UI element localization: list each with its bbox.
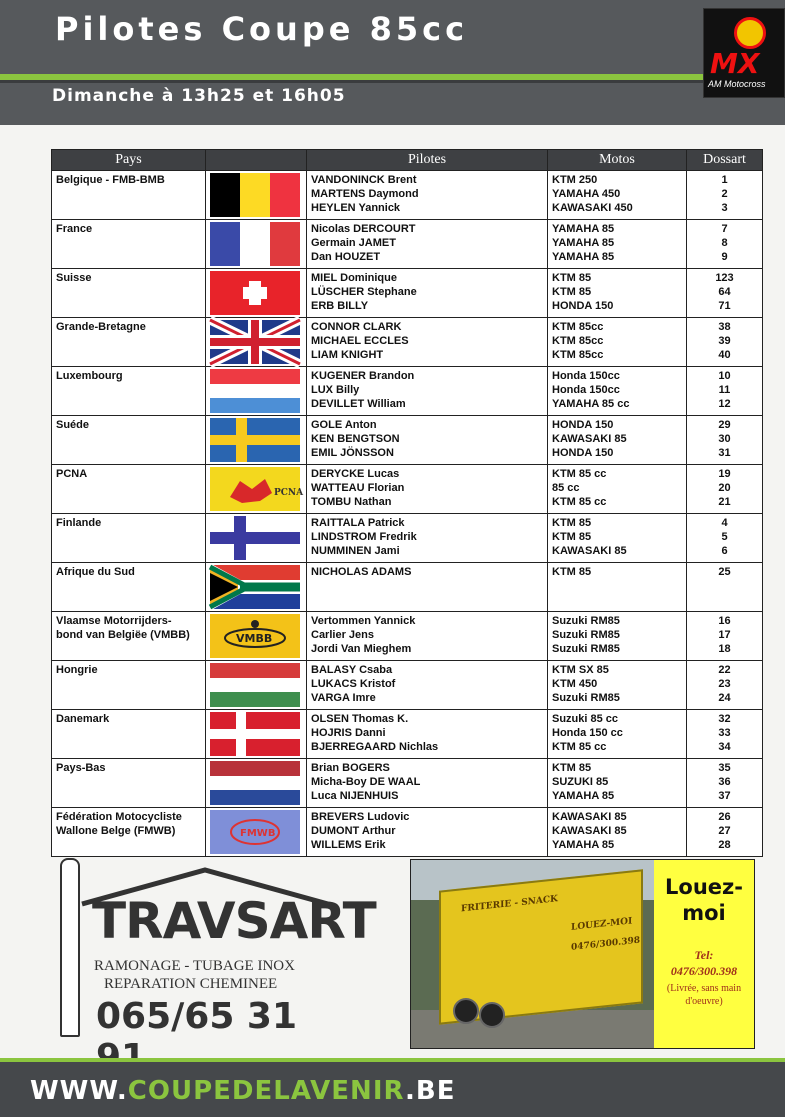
dossart-cell bbox=[687, 563, 763, 612]
dossart-cell-line: 12 bbox=[718, 398, 731, 410]
moto-cell-line: KAWASAKI 85 bbox=[552, 433, 627, 445]
moto-cell bbox=[548, 367, 687, 416]
dossart-cell bbox=[687, 220, 763, 269]
flag-cell bbox=[206, 759, 307, 808]
flag-cell bbox=[206, 416, 307, 465]
dossart-cell-line: 26 bbox=[718, 811, 731, 823]
dossart-cell-line: 24 bbox=[718, 692, 731, 704]
moto-cell-line: SUZUKI 85 bbox=[552, 776, 609, 788]
header-flag bbox=[206, 150, 307, 171]
dossart-cell-line: 30 bbox=[718, 433, 731, 445]
country-cell bbox=[52, 514, 206, 563]
moto-cell bbox=[548, 416, 687, 465]
flag-cell bbox=[206, 612, 307, 661]
pilot-cell-line: HEYLEN Yannick bbox=[311, 202, 401, 214]
moto-cell-line: KTM 250 bbox=[552, 174, 598, 186]
dossart-cell-line: 5 bbox=[721, 531, 728, 543]
dossart-cell bbox=[687, 710, 763, 759]
country-cell bbox=[52, 367, 206, 416]
flag-cell bbox=[206, 367, 307, 416]
moto-cell-line: YAMAHA 85 bbox=[552, 251, 615, 263]
pilot-cell-line: DEVILLET William bbox=[311, 398, 406, 410]
moto-cell-line: KTM 85 bbox=[552, 286, 592, 298]
country-cell-line: PCNA bbox=[56, 468, 88, 480]
dossart-cell bbox=[687, 171, 763, 220]
pilot-cell-line: Brian BOGERS bbox=[311, 762, 390, 774]
moto-cell bbox=[548, 465, 687, 514]
dossart-cell-line: 7 bbox=[721, 223, 728, 235]
dossart-cell-line: 11 bbox=[718, 384, 731, 396]
country-cell-line: Afrique du Sud bbox=[56, 566, 135, 578]
dossart-cell bbox=[687, 612, 763, 661]
moto-cell-line: KTM 85 bbox=[552, 762, 592, 774]
pilot-cell-line: OLSEN Thomas K. bbox=[311, 713, 409, 725]
pilot-cell-line: Luca NIJENHUIS bbox=[311, 790, 399, 802]
country-cell-line: Luxembourg bbox=[56, 370, 123, 382]
pilot-cell-line: CONNOR CLARK bbox=[311, 321, 402, 333]
travsart-line1: RAMONAGE - TUBAGE INOX bbox=[94, 958, 295, 974]
dossart-cell-line: 27 bbox=[718, 825, 731, 837]
svg-text:VMBB: VMBB bbox=[236, 632, 273, 645]
logo-sub-text: AM Motocross bbox=[708, 79, 766, 89]
south-africa-flag bbox=[210, 565, 300, 609]
pilot-cell-line: VANDONINCK Brent bbox=[311, 174, 417, 186]
page-subtitle: Dimanche à 13h25 et 16h05 bbox=[52, 86, 346, 106]
moto-cell-line: KTM 450 bbox=[552, 678, 598, 690]
moto-cell bbox=[548, 269, 687, 318]
luxembourg-flag bbox=[210, 369, 300, 413]
dossart-cell-line: 3 bbox=[721, 202, 728, 214]
pilot-cell-line: VARGA Imre bbox=[311, 692, 376, 704]
pilot-cell bbox=[307, 612, 548, 661]
country-cell-line: Finlande bbox=[56, 517, 102, 529]
country-cell-line: Vlaamse Motorrijders- bbox=[56, 615, 172, 627]
pilot-cell-line: WILLEMS Erik bbox=[311, 839, 386, 851]
pilot-cell-line: Jordi Van Mieghem bbox=[311, 643, 412, 655]
moto-cell bbox=[548, 220, 687, 269]
url-prefix: WWW. bbox=[30, 1076, 128, 1106]
pilots-table bbox=[51, 149, 763, 857]
sweden-flag bbox=[210, 418, 300, 462]
country-cell-line: Wallone Belge (FMWB) bbox=[56, 825, 176, 837]
dossart-cell-line: 34 bbox=[718, 741, 731, 753]
country-cell-line: Pays-Bas bbox=[56, 762, 106, 774]
header-pays: Pays bbox=[52, 150, 206, 171]
pilot-cell-line: Germain JAMET bbox=[311, 237, 396, 249]
logo-mx-text: MX bbox=[710, 47, 760, 80]
dossart-cell-line: 25 bbox=[718, 566, 731, 578]
table-row bbox=[52, 367, 763, 416]
table-row bbox=[52, 465, 763, 514]
pilot-cell bbox=[307, 171, 548, 220]
dossart-cell-line: 18 bbox=[718, 643, 731, 655]
flag-cell bbox=[206, 710, 307, 759]
pilot-cell-line: WATTEAU Florian bbox=[311, 482, 405, 494]
moto-cell-line: KTM 85cc bbox=[552, 321, 604, 333]
flag-cell bbox=[206, 171, 307, 220]
moto-cell-line: KTM 85 bbox=[552, 531, 592, 543]
pilot-cell-line: Nicolas DERCOURT bbox=[311, 223, 416, 235]
flag-cell bbox=[206, 514, 307, 563]
table-row bbox=[52, 220, 763, 269]
table-header-row bbox=[52, 150, 763, 171]
country-cell bbox=[52, 171, 206, 220]
pilot-cell-line: Vertommen Yannick bbox=[311, 615, 416, 627]
country-cell bbox=[52, 710, 206, 759]
flag-cell bbox=[206, 269, 307, 318]
moto-cell-line: YAMAHA 85 cc bbox=[552, 398, 630, 410]
page-header bbox=[0, 0, 785, 125]
chimney-icon bbox=[60, 858, 80, 1037]
moto-cell-line: YAMAHA 85 bbox=[552, 237, 615, 249]
travsart-phone: 065/65 31 bbox=[96, 996, 298, 1037]
wheel-icon bbox=[453, 998, 479, 1024]
switzerland-flag bbox=[210, 271, 300, 315]
dossart-cell-line: 32 bbox=[718, 713, 731, 725]
dossart-cell bbox=[687, 759, 763, 808]
pilot-cell-line: KUGENER Brandon bbox=[311, 370, 415, 382]
svg-text:PCNA: PCNA bbox=[274, 488, 304, 498]
pilot-cell bbox=[307, 416, 548, 465]
flag-cell bbox=[206, 220, 307, 269]
wheel-icon bbox=[479, 1002, 505, 1028]
dossart-cell bbox=[687, 514, 763, 563]
france-flag bbox=[210, 222, 300, 266]
url-main: COUPEDELAVENIR bbox=[127, 1076, 405, 1106]
dossart-cell-line: 36 bbox=[718, 776, 731, 788]
country-cell-line: Belgique - FMB-BMB bbox=[56, 174, 165, 186]
pilot-cell-line: Carlier Jens bbox=[311, 629, 374, 641]
dossart-cell-line: 6 bbox=[721, 545, 728, 557]
pilot-cell-line: NICHOLAS ADAMS bbox=[311, 566, 412, 578]
moto-cell-line: YAMAHA 85 bbox=[552, 223, 615, 235]
moto-cell-line: KAWASAKI 85 bbox=[552, 825, 627, 837]
dossart-cell-line: 22 bbox=[718, 664, 731, 676]
moto-cell bbox=[548, 514, 687, 563]
pilot-cell-line: GOLE Anton bbox=[311, 419, 377, 431]
louez-heading: Louez-moi bbox=[665, 875, 743, 925]
url-suffix: .BE bbox=[405, 1076, 456, 1106]
dossart-cell-line: 37 bbox=[718, 790, 731, 802]
pilot-cell-line: LINDSTROM Fredrik bbox=[311, 531, 417, 543]
flag-cell bbox=[206, 465, 307, 514]
dossart-cell-line: 23 bbox=[718, 678, 731, 690]
pilot-cell bbox=[307, 465, 548, 514]
denmark-flag bbox=[210, 712, 300, 756]
country-cell bbox=[52, 759, 206, 808]
dossart-cell-line: 28 bbox=[718, 839, 731, 851]
moto-cell-line: KTM 85 bbox=[552, 566, 592, 578]
country-cell-line: Suisse bbox=[56, 272, 92, 284]
country-cell bbox=[52, 563, 206, 612]
country-cell-line: France bbox=[56, 223, 93, 235]
dossart-cell-line: 38 bbox=[718, 321, 731, 333]
pilot-cell-line: Dan HOUZET bbox=[311, 251, 381, 263]
pilot-cell-line: Micha-Boy DE WAAL bbox=[311, 776, 421, 788]
moto-cell-line: YAMAHA 85 bbox=[552, 839, 615, 851]
pilot-cell-line: MICHAEL ECCLES bbox=[311, 335, 409, 347]
flag-cell bbox=[206, 808, 307, 857]
dossart-cell-line: 39 bbox=[718, 335, 731, 347]
moto-cell bbox=[548, 808, 687, 857]
table-row bbox=[52, 416, 763, 465]
pilot-cell bbox=[307, 661, 548, 710]
pilot-cell-line: BJERREGAARD Nichlas bbox=[311, 741, 439, 753]
page-footer bbox=[0, 1062, 785, 1117]
travsart-ad bbox=[52, 858, 376, 1048]
country-cell-line: bond van Belgiëe (VMBB) bbox=[56, 629, 190, 641]
pilot-cell bbox=[307, 269, 548, 318]
vmbb-flag bbox=[210, 614, 300, 658]
table-row bbox=[52, 612, 763, 661]
table-row bbox=[52, 710, 763, 759]
moto-cell bbox=[548, 661, 687, 710]
table-row bbox=[52, 759, 763, 808]
country-cell-line: Suéde bbox=[56, 419, 90, 431]
travsart-line2: REPARATION CHEMINEE bbox=[104, 976, 278, 992]
country-cell bbox=[52, 416, 206, 465]
moto-cell bbox=[548, 171, 687, 220]
hungary-flag bbox=[210, 663, 300, 707]
pilot-cell-line: EMIL JÖNSSON bbox=[311, 447, 394, 459]
dossart-cell bbox=[687, 367, 763, 416]
country-cell-line: Danemark bbox=[56, 713, 110, 725]
dossart-cell-line: 64 bbox=[718, 286, 731, 298]
flag-cell bbox=[206, 563, 307, 612]
moto-cell-line: Suzuki 85 cc bbox=[552, 713, 619, 725]
moto-cell bbox=[548, 563, 687, 612]
dossart-cell bbox=[687, 465, 763, 514]
country-cell-line: Grande-Bretagne bbox=[56, 321, 146, 333]
page-title: Pilotes Coupe 85cc bbox=[55, 10, 469, 48]
trailer-text-2: LOUEZ-MOI bbox=[571, 916, 633, 933]
pilot-cell bbox=[307, 563, 548, 612]
moto-cell-line: HONDA 150 bbox=[552, 300, 614, 312]
pilot-cell-line: DUMONT Arthur bbox=[311, 825, 396, 837]
pilot-cell-line: HOJRIS Danni bbox=[311, 727, 386, 739]
flag-cell bbox=[206, 661, 307, 710]
dossart-cell bbox=[687, 318, 763, 367]
country-cell bbox=[52, 318, 206, 367]
dossart-cell-line: 33 bbox=[718, 727, 731, 739]
dossart-cell-line: 123 bbox=[715, 272, 734, 284]
moto-cell-line: KTM 85 cc bbox=[552, 496, 607, 508]
pcna-flag bbox=[210, 467, 304, 511]
pilot-cell-line: TOMBU Nathan bbox=[311, 496, 392, 508]
fmwb-flag bbox=[210, 810, 300, 854]
dossart-cell-line: 21 bbox=[718, 496, 731, 508]
table-row bbox=[52, 269, 763, 318]
pilot-cell-line: MIEL Dominique bbox=[311, 272, 397, 284]
pilot-cell bbox=[307, 514, 548, 563]
moto-cell-line: Suzuki RM85 bbox=[552, 692, 620, 704]
pilot-cell-line: NUMMINEN Jami bbox=[311, 545, 400, 557]
pilot-cell bbox=[307, 759, 548, 808]
dossart-cell-line: 2 bbox=[721, 188, 728, 200]
moto-cell-line: Honda 150 cc bbox=[552, 727, 623, 739]
pilot-cell-line: KEN BENGTSON bbox=[311, 433, 400, 445]
dossart-cell-line: 1 bbox=[721, 174, 728, 186]
louez-panel bbox=[654, 860, 754, 1048]
dossart-cell-line: 71 bbox=[718, 300, 731, 312]
trailer-phone: 0476/300.398 bbox=[571, 935, 641, 953]
moto-cell-line: Suzuki RM85 bbox=[552, 615, 620, 627]
netherlands-flag bbox=[210, 761, 300, 805]
finland-flag bbox=[210, 516, 300, 560]
moto-cell bbox=[548, 710, 687, 759]
pilot-cell bbox=[307, 808, 548, 857]
trailer-photo bbox=[411, 860, 654, 1048]
dossart-cell-line: 9 bbox=[721, 251, 728, 263]
pilot-cell bbox=[307, 710, 548, 759]
dossart-cell bbox=[687, 269, 763, 318]
tel-label: Tel: bbox=[694, 948, 714, 962]
moto-cell-line: KTM 85cc bbox=[552, 335, 604, 347]
pilot-cell-line: BREVERS Ludovic bbox=[311, 811, 410, 823]
dossart-cell bbox=[687, 661, 763, 710]
country-cell-line: Fédération Motocycliste bbox=[56, 811, 182, 823]
table-row bbox=[52, 171, 763, 220]
pilot-cell-line: DERYCKE Lucas bbox=[311, 468, 400, 480]
pilot-cell-line: RAITTALA Patrick bbox=[311, 517, 405, 529]
trailer-text-1: FRITERIE - SNACK bbox=[461, 894, 558, 915]
dossart-cell bbox=[687, 416, 763, 465]
dossart-cell-line: 31 bbox=[718, 447, 731, 459]
country-cell-line: Hongrie bbox=[56, 664, 98, 676]
moto-cell-line: YAMAHA 85 bbox=[552, 790, 615, 802]
moto-cell-line: Suzuki RM85 bbox=[552, 629, 620, 641]
moto-cell bbox=[548, 759, 687, 808]
country-cell bbox=[52, 808, 206, 857]
dossart-cell-line: 20 bbox=[718, 482, 731, 494]
country-cell bbox=[52, 269, 206, 318]
dossart-cell-line: 10 bbox=[718, 370, 731, 382]
moto-cell-line: KAWASAKI 85 bbox=[552, 545, 627, 557]
dossart-cell-line: 40 bbox=[718, 349, 731, 361]
country-cell bbox=[52, 612, 206, 661]
moto-cell-line: 85 cc bbox=[552, 482, 580, 494]
moto-cell-line: KTM 85 bbox=[552, 517, 592, 529]
pilot-cell-line: LÜSCHER Stephane bbox=[311, 286, 417, 298]
moto-cell bbox=[548, 318, 687, 367]
pilot-cell-line: MARTENS Daymond bbox=[311, 188, 419, 200]
moto-cell bbox=[548, 612, 687, 661]
moto-cell-line: KAWASAKI 450 bbox=[552, 202, 633, 214]
table-row bbox=[52, 563, 763, 612]
moto-cell-line: KAWASAKI 85 bbox=[552, 811, 627, 823]
country-cell bbox=[52, 661, 206, 710]
dossart-cell-line: 19 bbox=[718, 468, 731, 480]
country-cell bbox=[52, 465, 206, 514]
footer-url[interactable] bbox=[30, 1076, 455, 1106]
dossart-cell-line: 16 bbox=[718, 615, 731, 627]
table-row bbox=[52, 808, 763, 857]
moto-cell-line: Suzuki RM85 bbox=[552, 643, 620, 655]
pilot-cell-line: LIAM KNIGHT bbox=[311, 349, 384, 361]
moto-cell-line: HONDA 150 bbox=[552, 419, 614, 431]
pilot-cell bbox=[307, 318, 548, 367]
dossart-cell-line: 35 bbox=[718, 762, 731, 774]
logo-emblem-icon bbox=[734, 17, 766, 49]
tel-number: 0476/300.398 bbox=[670, 964, 738, 978]
moto-cell-line: HONDA 150 bbox=[552, 447, 614, 459]
pilot-cell-line: BALASY Csaba bbox=[311, 664, 393, 676]
header-dossart: Dossart bbox=[687, 150, 763, 171]
mx-logo bbox=[703, 8, 785, 98]
header-pilotes: Pilotes bbox=[307, 150, 548, 171]
header-dark-stripe bbox=[0, 80, 785, 83]
table-row bbox=[52, 514, 763, 563]
belgium-flag bbox=[210, 173, 300, 217]
flag-cell bbox=[206, 318, 307, 367]
country-cell bbox=[52, 220, 206, 269]
dossart-cell-line: 4 bbox=[721, 517, 728, 529]
moto-cell-line: Honda 150cc bbox=[552, 370, 620, 382]
moto-cell-line: YAMAHA 450 bbox=[552, 188, 621, 200]
moto-cell-line: KTM SX 85 bbox=[552, 664, 609, 676]
table-row bbox=[52, 318, 763, 367]
livree-note: (Livrée, sans main d'oeuvre) bbox=[666, 983, 742, 1007]
dossart-cell-line: 8 bbox=[721, 237, 728, 249]
pilot-cell-line: LUX Billy bbox=[311, 384, 360, 396]
pilot-cell-line: ERB BILLY bbox=[311, 300, 369, 312]
dossart-cell bbox=[687, 808, 763, 857]
header-motos: Motos bbox=[548, 150, 687, 171]
moto-cell-line: KTM 85cc bbox=[552, 349, 604, 361]
svg-text:FMWB: FMWB bbox=[240, 828, 276, 839]
uk-flag bbox=[210, 320, 300, 364]
moto-cell-line: KTM 85 cc bbox=[552, 741, 607, 753]
dossart-cell-line: 29 bbox=[718, 419, 731, 431]
pilot-cell bbox=[307, 220, 548, 269]
moto-cell-line: KTM 85 cc bbox=[552, 468, 607, 480]
pilot-cell bbox=[307, 367, 548, 416]
moto-cell-line: Honda 150cc bbox=[552, 384, 620, 396]
travsart-brand: TRAVSART bbox=[92, 892, 376, 950]
table-row bbox=[52, 661, 763, 710]
dossart-cell-line: 17 bbox=[718, 629, 731, 641]
pilot-cell-line: LUKACS Kristof bbox=[311, 678, 396, 690]
snack-ad bbox=[410, 859, 755, 1049]
moto-cell-line: KTM 85 bbox=[552, 272, 592, 284]
